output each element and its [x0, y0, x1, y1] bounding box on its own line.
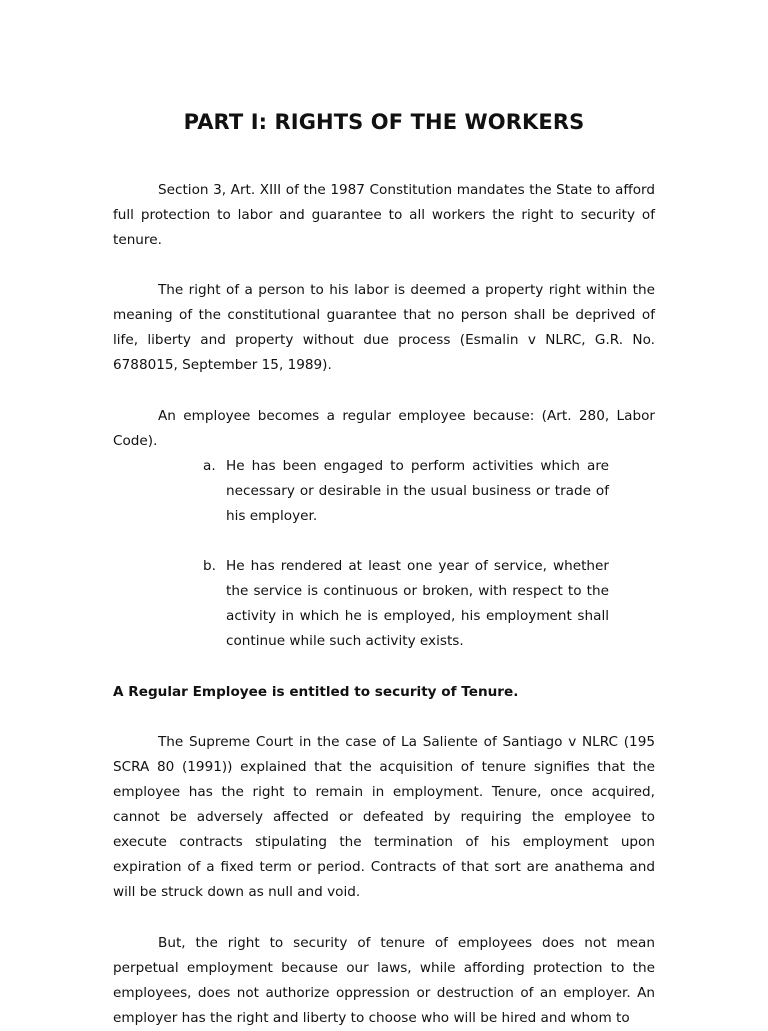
list-marker: b.: [203, 558, 216, 574]
list-item-text: He has been engaged to perform activities which are necessary or desirable in the usual business or trade of his employer.: [226, 458, 609, 524]
paragraph-regular-employee: An employee becomes a regular employee because: (Art. 280, Labor Code).: [113, 408, 655, 449]
list-item: [203, 554, 609, 654]
section-subheading: A Regular Employee is entitled to security of Tenure.: [113, 684, 519, 700]
list-item: [203, 454, 609, 529]
paragraph-supreme-court: The Supreme Court in the case of La Saliente of Santiago v NLRC (195 SCRA 80 (1991)) explained that the acquisition of tenure signifies that the employee has the right to remain in employment. Tenure, once acquired, cannot be adversely affected or defeated by requiring the employee to execute contracts stipulating the termination of his employment upon expiration of a fixed term or period. Contracts of that sort are anathema and will be struck down as null and void.: [113, 734, 655, 900]
paragraph-property-right: The right of a person to his labor is deemed a property right within the meaning of the constitutional guarantee that no person shall be deprived of life, liberty and property without due process (Esmalin v NLRC, G.R. No. 6788015, September 15, 1989).: [113, 282, 655, 373]
regular-employee-list: [203, 454, 609, 529]
list-marker: a.: [203, 458, 216, 474]
list-item-text: He has rendered at least one year of service, whether the service is continuous or broken, with respect to the activity in which he is employed, his employment shall continue while such activity exists.: [226, 558, 609, 649]
paragraph-constitution: Section 3, Art. XIII of the 1987 Constitution mandates the State to afford full protection to labor and guarantee to all workers the right to security of tenure.: [113, 182, 655, 248]
regular-employee-list-b: [203, 554, 609, 654]
paragraph-tenure-limits: But, the right to security of tenure of employees does not mean perpetual employment because our laws, while affording protection to the employees, does not authorize oppression or destruction of an employer. An employer has the right and liberty to choose who will be hired and whom to: [113, 935, 655, 1026]
page-title: PART I: RIGHTS OF THE WORKERS: [183, 110, 585, 134]
